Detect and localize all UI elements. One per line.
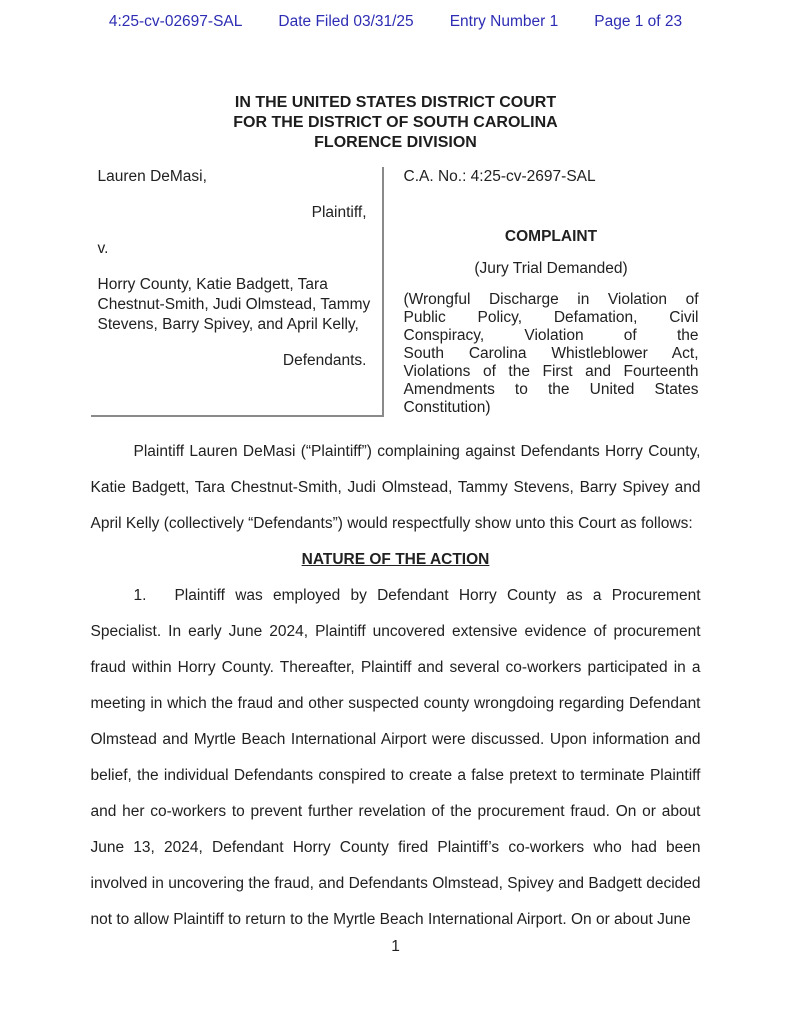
court-title-line-2: FOR THE DISTRICT OF SOUTH CAROLINA: [233, 114, 558, 131]
stamp-case-number: 4:25-cv-02697-SAL: [108, 13, 243, 30]
claims-line: Constitution): [403, 399, 491, 416]
introductory-paragraph: Plaintiff Lauren DeMasi (“Plaintiff”) complaining against Defendants Horry County, Katie Badgett, Tara Chestnut-Smith, Judi Olmstead, Tammy Stevens, Barry Spivey and April Kelly (collectively “Defendants”) would respectfully show unto this Court as follows:: [90, 443, 701, 532]
court-title-line-1: IN THE UNITED STATES DISTRICT COURT: [234, 94, 557, 111]
document-title: COMPLAINT: [504, 228, 598, 245]
claims-line: Amendments to the United States: [403, 381, 699, 398]
stamp-entry-number: Entry Number 1: [449, 13, 559, 30]
plaintiff-name: Lauren DeMasi,: [97, 168, 207, 185]
caption-case-info: [404, 167, 699, 417]
claims-summary: [404, 291, 699, 417]
court-title: [0, 93, 791, 153]
caption-parties: [91, 167, 384, 417]
jury-demand: (Jury Trial Demanded): [474, 260, 628, 277]
claims-line: South Carolina Whistleblower Act,: [403, 345, 699, 362]
page-number: 1: [391, 938, 400, 955]
paragraph-text: Plaintiff was employed by Defendant Horry County as a Procurement Specialist. In early June 2024, Plaintiff uncovered extensive evidence of procurement fraud within Horry County. Thereafter, Plaintiff and several co-workers participated in a meeting in which the fraud and other suspected county wrongdoing regarding Defendant Olmstead and Myrtle Beach International Airport were discussed. Upon information and belief, the individual Defendants conspired to create a false pretext to terminate Plaintiff and her co-workers to prevent further revelation of the procurement fraud. On or about June 13, 2024, Defendant Horry County fired Plaintiff’s co-workers who had been involved in uncovering the fraud, and Defendants Olmstead, Spivey and Badgett decided not to allow Plaintiff to return to the Myrtle Beach International Airport. On or about June: [90, 587, 701, 928]
plaintiff-role: Plaintiff,: [311, 204, 367, 221]
versus-label: v.: [97, 240, 109, 257]
document-body: [91, 434, 701, 938]
paragraph-number: 1.: [133, 587, 147, 604]
case-caption: [91, 167, 701, 417]
claims-line: Violations of the First and Fourteenth: [403, 363, 699, 380]
defendants-role: Defendants.: [282, 352, 367, 369]
claims-line: (Wrongful Discharge in Violation of: [403, 291, 699, 308]
stamp-page-label: Page 1 of 23: [594, 13, 683, 30]
civil-action-number: C.A. No.: 4:25-cv-2697-SAL: [403, 168, 596, 185]
defendant-names: Horry County, Katie Badgett, Tara Chestnut-Smith, Judi Olmstead, Tammy Stevens, Barry Spivey, and April Kelly,: [97, 276, 371, 333]
ecf-stamp-header: [0, 0, 791, 31]
numbered-paragraph-1: [91, 578, 701, 938]
stamp-date-filed: Date Filed 03/31/25: [278, 13, 414, 30]
claims-line: Public Policy, Defamation, Civil: [403, 309, 699, 326]
section-heading-nature-of-the-action: NATURE OF THE ACTION: [301, 551, 490, 568]
claims-line: Conspiracy, Violation of the: [403, 327, 699, 344]
court-title-line-3: FLORENCE DIVISION: [314, 134, 477, 151]
